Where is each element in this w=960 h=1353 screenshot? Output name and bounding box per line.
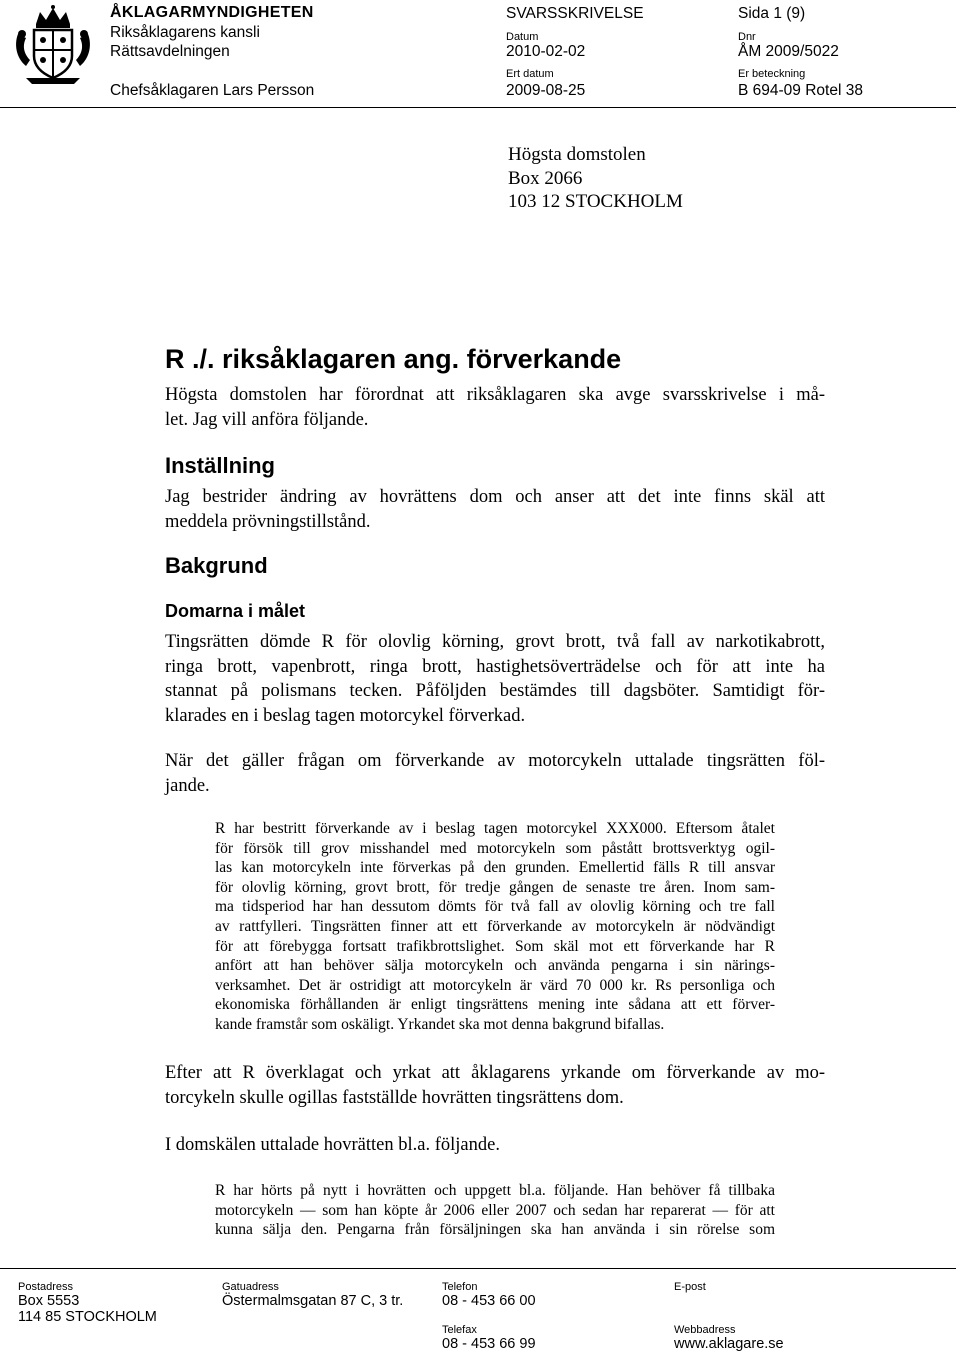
telefon-value: 08 - 453 66 00: [442, 1293, 536, 1309]
postadress-line-2: 114 85 STOCKHOLM: [18, 1309, 157, 1325]
quote1-line: för olovlig körning, grovt brott, för tredje gången de senaste tre åren. Inom sam-: [215, 878, 775, 896]
p1-line-3: stannat på polismans tecken. Påföljden bestämdes till dagsböter. Samtidigt för-: [165, 681, 825, 701]
paragraph-3: [165, 1061, 825, 1110]
p2-line-1: När det gäller frågan om förverkande av motorcykeln uttalade tingsrätten föl-: [165, 751, 825, 771]
recipient-line-3: 103 12 STOCKHOLM: [508, 191, 683, 212]
quote1-line: av rattfylleri. Tingsrätten finner att ett förverkande av motorcykeln är nödvändigt: [215, 917, 775, 935]
webbadress-label: Webbadress: [674, 1324, 736, 1336]
installning-line-2: meddela prövningstillstånd.: [165, 511, 371, 532]
heading-bakgrund: Bakgrund: [165, 553, 268, 578]
dnr-label: Dnr: [738, 31, 756, 43]
epost-label: E-post: [674, 1281, 706, 1293]
quote2-line: R har hörts på nytt i hovrätten och uppgett bl.a. följande. Han behöver få tillbaka: [215, 1182, 775, 1199]
footer-divider: [0, 1268, 956, 1269]
quote1-line: ekonomiska förhållanden är enligt tingsrättens mening inte sådana att ett förver-: [215, 996, 775, 1014]
heading-domarna: Domarna i målet: [165, 601, 306, 621]
dnr-value: ÅM 2009/5022: [738, 43, 839, 60]
quote2-line: motorcykeln — som han köpte år 2006 eller 2007 och sedan har reparerat — för att: [215, 1201, 775, 1219]
page-number: Sida 1 (9): [738, 5, 806, 22]
intro-line-2: let. Jag vill anföra följande.: [165, 409, 369, 430]
p2-line-2: jande.: [165, 775, 210, 796]
intro-paragraph: [165, 383, 825, 432]
quote1-line: kande framstår som oskäligt. Yrkandet ska mot denna bakgrund bifallas.: [215, 1015, 665, 1033]
recipient-line-1: Högsta domstolen: [508, 144, 646, 165]
org-name: ÅKLAGARMYNDIGHETEN: [110, 4, 314, 21]
quote1-line: ma tidsperiod har han dessutom dömts för två fall av olovlig körning och tre fall: [215, 898, 775, 916]
p1-line-2: ringa brott, vapenbrott, ringa brott, hastighetsöverträdelse och för att inte ha: [165, 656, 825, 677]
telefax-label: Telefax: [442, 1324, 477, 1336]
quote-tingsratten: [215, 819, 775, 1035]
paragraph-1: [165, 630, 825, 728]
recipient-address: [508, 143, 683, 214]
paragraph-2: [165, 749, 825, 798]
gatuadress-value: Östermalmsgatan 87 C, 3 tr.: [222, 1293, 404, 1309]
p1-line-1: Tingsrätten dömde R för olovlig körning, grovt brott, två fall av narkotikabrott,: [165, 632, 825, 652]
quote1-line: för försök till grov misshandel med motorcykeln som påstått brottsverktyg ogil-: [215, 839, 775, 857]
p1-line-4: klarades en i beslag tagen motorcykel förverkad.: [165, 705, 526, 726]
telefon-label: Telefon: [442, 1281, 478, 1293]
quote1-line: för att förebygga fortsatt trafikbrottslighet. Som skäl mot ett förverkande har R: [215, 937, 775, 955]
quote1-line: R har bestritt förverkande av i beslag tagen motorcykel XXX000. Eftersom åtalet: [215, 820, 775, 837]
p4-line: I domskälen uttalade hovrätten bl.a. följande.: [165, 1135, 500, 1155]
ert-datum-value: 2009-08-25: [506, 82, 586, 99]
paragraph-4: [165, 1133, 825, 1158]
p3-line-1: Efter att R överklagat och yrkat att åklagarens yrkande om förverkande av mo-: [165, 1063, 825, 1083]
er-beteckning-label: Er beteckning: [738, 68, 806, 80]
dept-line-1: Riksåklagarens kansli: [110, 24, 260, 41]
datum-label: Datum: [506, 31, 539, 43]
webbadress-value[interactable]: www.aklagare.se: [674, 1336, 784, 1352]
heading-installning: Inställning: [165, 453, 275, 478]
gatuadress-label: Gatuadress: [222, 1281, 279, 1293]
installning-line-1: Jag bestrider ändring av hovrättens dom och anser att det inte finns skäl att: [165, 487, 825, 507]
document-title: R ./. riksåklagaren ang. förverkande: [165, 344, 622, 374]
author: Chefsåklagaren Lars Persson: [110, 82, 315, 99]
quote1-line: las kan motorcykeln inte förverkas på den grunden. Emellertid fälls R till ansvar: [215, 859, 775, 877]
quote1-line: verksamhet. Det är ostridigt att motorcykeln är värd 70 000 kr. Rs personliga och: [215, 976, 775, 994]
datum-value: 2010-02-02: [506, 43, 586, 60]
p3-line-2: torcykeln skulle ogillas fastställde hovrätten tingsrättens dom.: [165, 1087, 624, 1108]
quote1-line: anfört att han behöver sälja motorcykeln och använda pengarna i sin närings-: [215, 957, 775, 975]
postadress-line-1: Box 5553: [18, 1293, 80, 1309]
er-beteckning-value: B 694-09 Rotel 38: [738, 82, 863, 99]
recipient-line-2: Box 2066: [508, 167, 583, 189]
doc-type: SVARSSKRIVELSE: [506, 5, 644, 22]
installning-paragraph: [165, 485, 825, 534]
header-divider: [0, 107, 956, 108]
quote-hovratten: [215, 1181, 775, 1240]
ert-datum-label: Ert datum: [506, 68, 554, 80]
quote2-line: kunna sälja den. Pengarna från försäljningen ska han använda i sin rörelse som: [215, 1221, 775, 1239]
postadress-label: Postadress: [18, 1281, 74, 1293]
intro-line-1: Högsta domstolen har förordnat att riksåklagaren ska avge svarsskrivelse i må-: [165, 385, 825, 405]
dept-line-2: Rättsavdelningen: [110, 43, 230, 60]
telefax-value: 08 - 453 66 99: [442, 1336, 536, 1352]
coat-of-arms-logo: [12, 4, 94, 86]
